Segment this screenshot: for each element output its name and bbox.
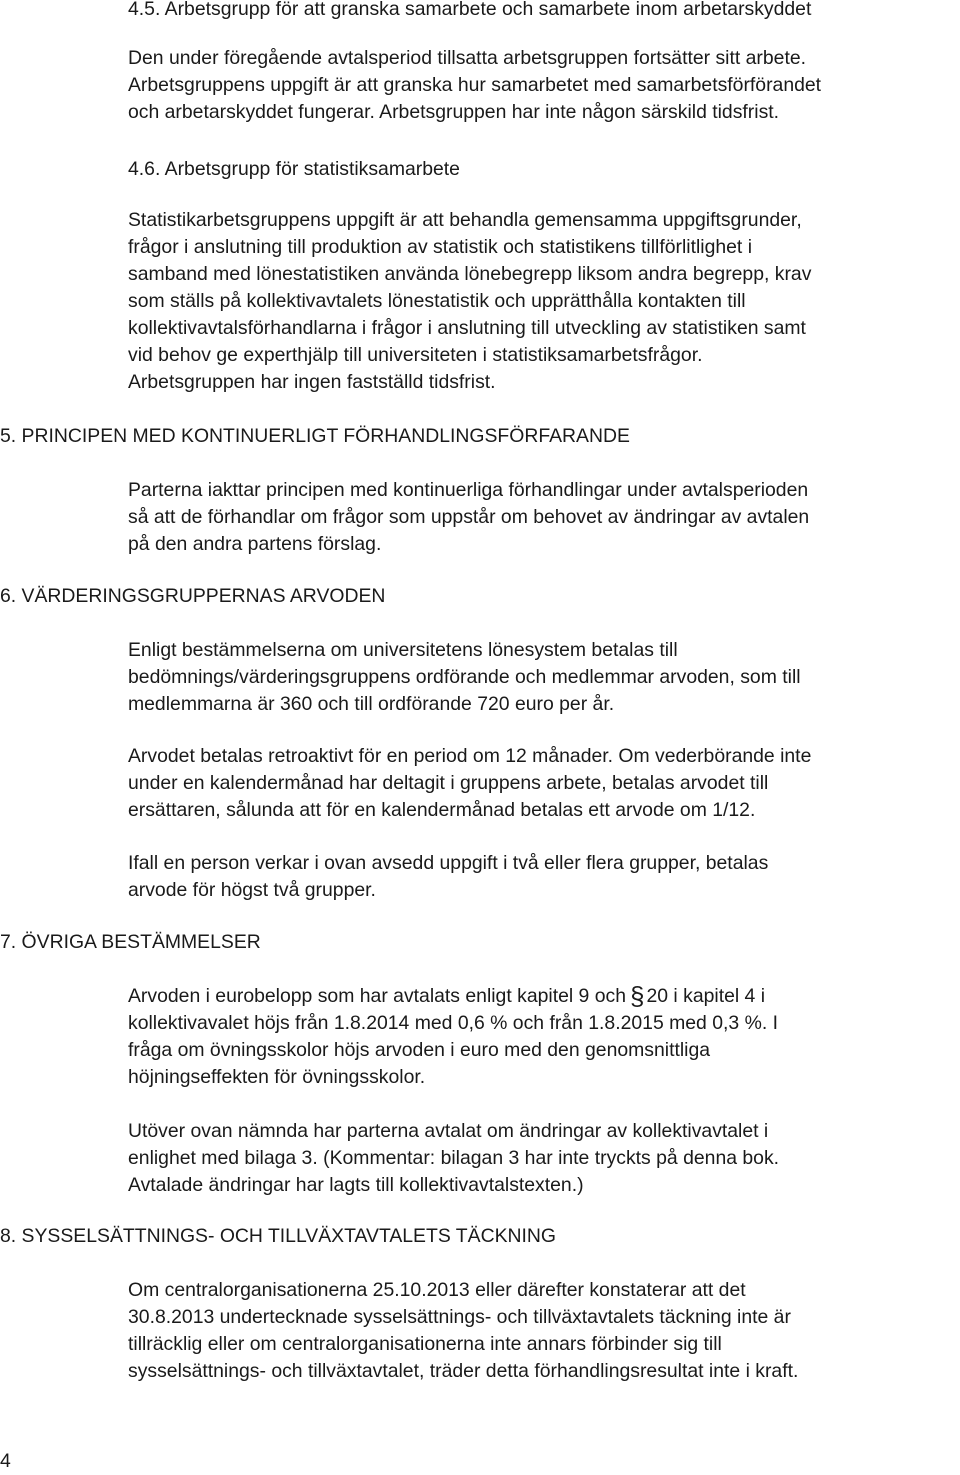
text-line: Utöver ovan nämnda har parterna avtalat om ändringar av kollektivavtalet i <box>128 1120 769 1142</box>
text-line: tillräcklig eller om centralorganisationerna inte annars förbinder sig till <box>128 1333 722 1355</box>
text-line: som ställs på kollektivavtalets lönestatistik och upprätthålla kontakten till <box>128 290 746 312</box>
text-line: medlemmarna är 360 och till ordförande 720 euro per år. <box>128 693 615 715</box>
section-4-5-paragraph <box>128 45 821 126</box>
section-4-5-heading: 4.5. Arbetsgrupp för att granska samarbete och samarbete inom arbetarskyddet <box>128 0 812 20</box>
text-line: samband med lönestatistiken använda lönebegrepp liksom andra begrepp, krav <box>128 263 812 285</box>
text-line: Parterna iakttar principen med kontinuerliga förhandlingar under avtalsperioden <box>128 479 809 501</box>
text-line: Den under föregående avtalsperiod tillsatta arbetsgruppen fortsätter sitt arbete. <box>128 47 807 69</box>
text-line: Om centralorganisationerna 25.10.2013 eller därefter konstaterar att det <box>128 1279 746 1301</box>
section-7-heading: 7. ÖVRIGA BESTÄMMELSER <box>0 931 261 953</box>
text-line: kollektivavtalsförhandlarna i frågor i anslutning till utveckling av statistiken samt <box>128 317 806 339</box>
text-line: Arvodet betalas retroaktivt för en period om 12 månader. Om vederbörande inte <box>128 745 812 767</box>
text-line: 30.8.2013 undertecknade sysselsättnings- och tillväxtavtalets täckning inte är <box>128 1306 791 1328</box>
page-number: 4 <box>0 1450 11 1472</box>
text-line: bedömnings/värderingsgruppens ordförande och medlemmar arvoden, som till <box>128 666 801 688</box>
text-line: så att de förhandlar om frågor som uppstår om behovet av ändringar av avtalen <box>128 506 810 528</box>
section-4-6-heading: 4.6. Arbetsgrupp för statistiksamarbete <box>128 158 460 180</box>
text-line: Arbetsgruppen har ingen fastställd tidsfrist. <box>128 371 496 393</box>
text-line <box>128 983 778 1010</box>
text-line: höjningseffekten för övningsskolor. <box>128 1066 426 1088</box>
section-6-paragraph-1 <box>128 637 801 718</box>
text-line: sysselsättnings- och tillväxtavtalet, träder detta förhandlingsresultat inte i kraft. <box>128 1360 799 1382</box>
text-line: Enligt bestämmelserna om universitetens lönesystem betalas till <box>128 639 678 661</box>
section-7-paragraph-1 <box>128 983 778 1091</box>
section-7-paragraph-2 <box>128 1118 779 1199</box>
text-line: Ifall en person verkar i ovan avsedd uppgift i två eller flera grupper, betalas <box>128 852 769 874</box>
text-line: ersättaren, sålunda att för en kalendermånad betalas ett arvode om 1/12. <box>128 799 756 821</box>
text-line: och arbetarskyddet fungerar. Arbetsgruppen har inte någon särskild tidsfrist. <box>128 101 780 123</box>
text-line: fråga om övningsskolor höjs arvoden i euro med den genomsnittliga <box>128 1039 711 1061</box>
section-sign: § <box>630 981 645 1011</box>
section-5-paragraph <box>128 477 809 558</box>
section-6-paragraph-2 <box>128 743 811 824</box>
section-6-heading: 6. VÄRDERINGSGRUPPERNAS ARVODEN <box>0 585 386 607</box>
section-6-paragraph-3 <box>128 850 768 904</box>
section-8-heading: 8. SYSSELSÄTTNINGS- OCH TILLVÄXTAVTALETS TÄCKNING <box>0 1225 557 1247</box>
section-8-paragraph <box>128 1277 798 1385</box>
text-line: på den andra partens förslag. <box>128 533 382 555</box>
section-5-heading: 5. PRINCIPEN MED KONTINUERLIGT FÖRHANDLINGSFÖRFARANDE <box>0 425 630 447</box>
text-line: Arbetsgruppens uppgift är att granska hur samarbetet med samarbetsförförandet <box>128 74 822 96</box>
text-line: arvode för högst två grupper. <box>128 879 376 901</box>
text-line: kollektivavalet höjs från 1.8.2014 med 0,6 % och från 1.8.2015 med 0,3 %. I <box>128 1012 778 1034</box>
text-line: enlighet med bilaga 3. (Kommentar: bilagan 3 har inte tryckts på denna bok. <box>128 1147 780 1169</box>
text-fragment: 20 i kapitel 4 i <box>646 985 766 1007</box>
text-line: Avtalade ändringar har lagts till kollektivavtalstexten.) <box>128 1174 584 1196</box>
text-line: under en kalendermånad har deltagit i gruppens arbete, betalas arvodet till <box>128 772 769 794</box>
section-4-6-paragraph <box>128 207 811 396</box>
text-line: vid behov ge experthjälp till universiteten i statistiksamarbetsfrågor. <box>128 344 703 366</box>
text-line: frågor i anslutning till produktion av statistik och statistikens tillförlitlighet i <box>128 236 753 258</box>
text-fragment: Arvoden i eurobelopp som har avtalats enligt kapitel 9 och <box>128 985 626 1007</box>
text-line: Statistikarbetsgruppens uppgift är att behandla gemensamma uppgiftsgrunder, <box>128 209 802 231</box>
